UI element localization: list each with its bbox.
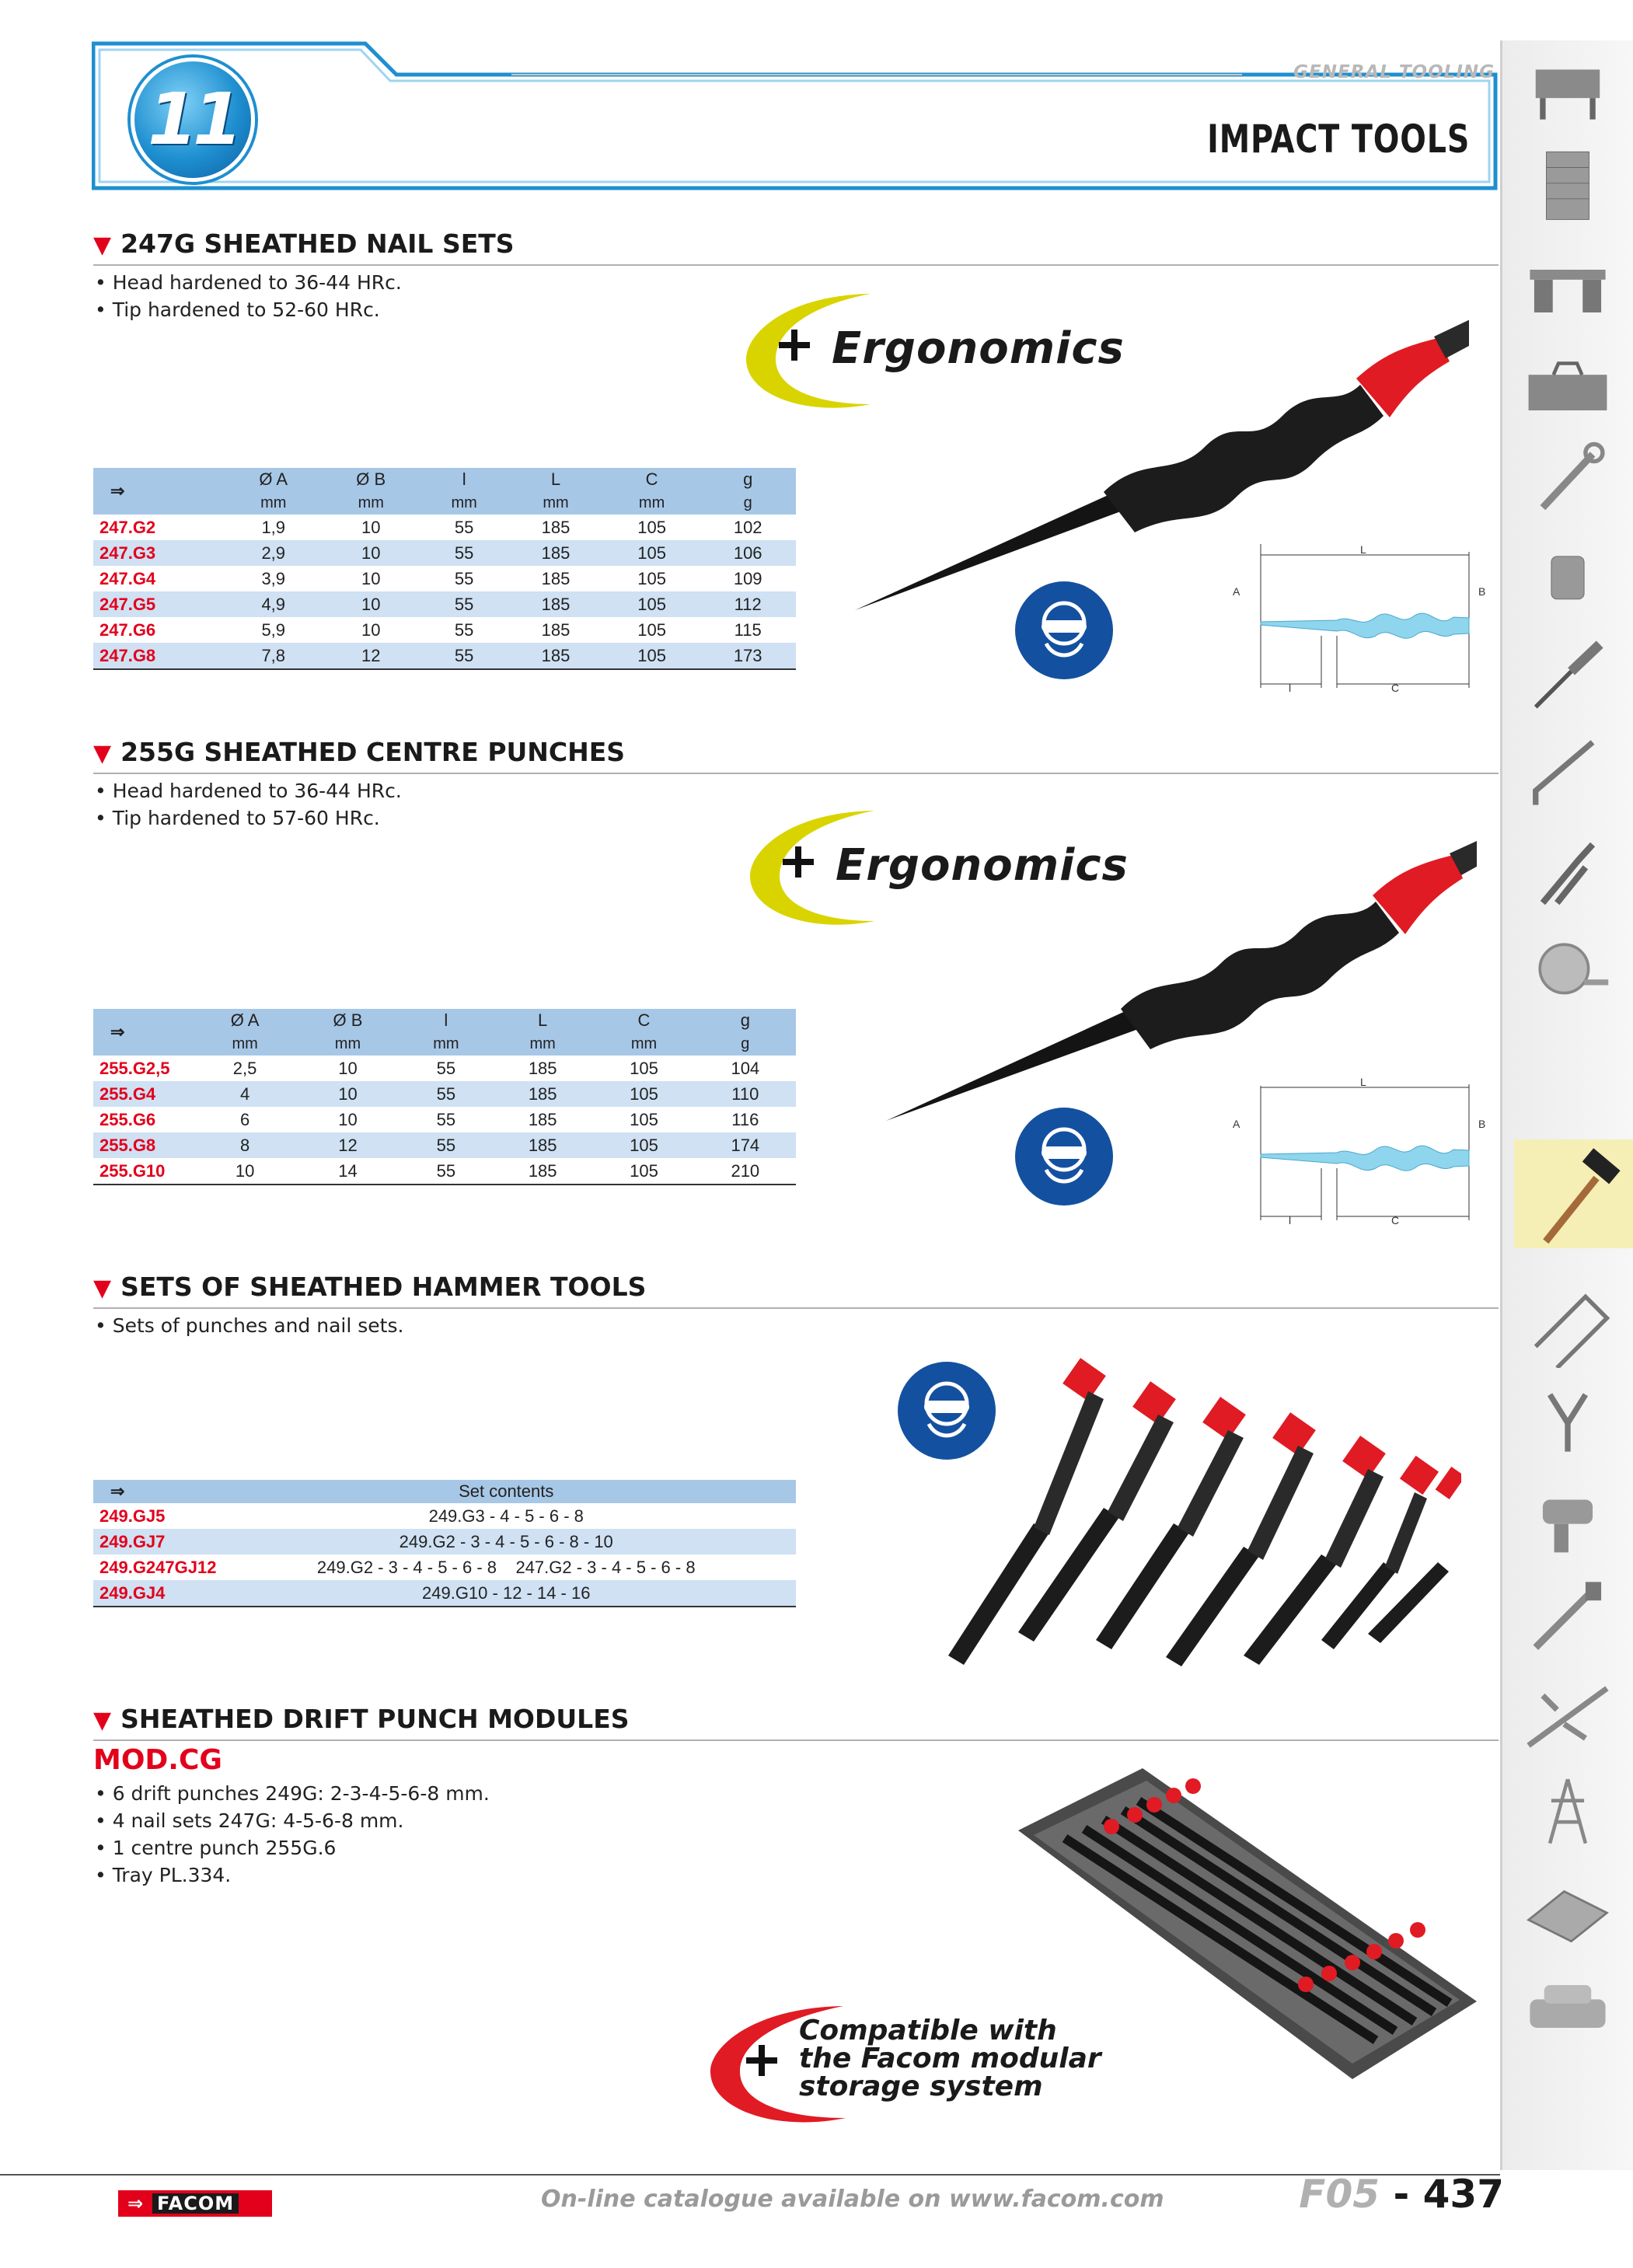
svg-text:A: A	[1233, 1118, 1240, 1130]
table-header: ⇒ Ø A Ø B l L C g	[93, 1009, 796, 1032]
svg-text:L: L	[1360, 1076, 1366, 1088]
storage-tray-icon[interactable]	[1509, 1870, 1626, 1956]
table-row: 249.G247GJ12 249.G2 - 3 - 4 - 5 - 6 - 8 247.G2 - 3 - 4 - 5 - 6 - 8	[99, 1557, 696, 1577]
electrical-tower-icon[interactable]	[1509, 1772, 1626, 1858]
nail-set-dimension-diagram	[1228, 544, 1492, 700]
ergonomics-label: Ergonomics	[832, 323, 1125, 374]
section-divider	[93, 1739, 1499, 1741]
table-row: 249.GJ4 249.G10 - 12 - 14 - 16	[93, 1580, 796, 1607]
table-row: 255.G8 8 12 55 185 105 174	[93, 1132, 796, 1158]
table-row: 247.G4 3,9 10 55 185 105 109	[99, 568, 762, 588]
centre-punches-features: • Head hardened to 36-44 HRc. • Tip hardened to 57-60 HRc.	[95, 777, 402, 832]
nail-sets-heading: ▼ 247G SHEATHED NAIL SETS	[93, 229, 515, 259]
page-number: F05 - 437	[1299, 2172, 1504, 2217]
hammer-sets-heading: ▼ SETS OF SHEATHED HAMMER TOOLS	[93, 1272, 647, 1302]
socket-icon[interactable]	[1509, 538, 1626, 623]
table-row: 255.G10 10 14 55 185 105 210	[93, 1158, 796, 1185]
svg-text:B: B	[1478, 585, 1486, 598]
puller-icon[interactable]	[1509, 1380, 1626, 1466]
table-units: mm mm mm mm mm g	[93, 491, 796, 515]
facom-logo: ⇒ FACOM	[118, 2190, 272, 2217]
table-units: mm mm mm mm mm g	[93, 1032, 796, 1055]
bench-icon[interactable]	[1509, 244, 1626, 330]
section-name: GENERAL TOOLING	[1293, 62, 1495, 82]
chapter-badge	[131, 58, 255, 182]
air-tool-icon[interactable]	[1509, 1478, 1626, 1564]
table-row: 249.GJ5 249.G3 - 4 - 5 - 6 - 8	[99, 1506, 584, 1526]
table-row: 255.G2,5 2,5 10 55 185 105 104	[99, 1058, 760, 1078]
footer-divider	[0, 2174, 1500, 2176]
pliers-icon[interactable]	[1509, 832, 1626, 917]
toolbox-icon[interactable]	[1509, 342, 1626, 427]
screwdriver-icon[interactable]	[1509, 636, 1626, 721]
section-marker-icon: ▼	[93, 1275, 112, 1302]
table-row: 247.G8 7,8 12 55 185 105 173	[93, 643, 796, 669]
section-divider	[93, 773, 1499, 774]
storage-compatibility-badge	[707, 2001, 1143, 2134]
safety-goggles-icon	[1015, 1108, 1113, 1206]
table-header: ⇒ Ø A Ø B l L C g	[93, 468, 796, 491]
svg-text:l: l	[1289, 1214, 1292, 1226]
nail-sets-table	[93, 468, 796, 670]
modules-heading: ▼ SHEATHED DRIFT PUNCH MODULES	[93, 1704, 630, 1734]
section-marker-icon: ▼	[93, 1707, 112, 1734]
tape-measure-icon[interactable]	[1509, 930, 1626, 1015]
svg-text:A: A	[1233, 585, 1240, 598]
chapter-number: 11	[147, 78, 239, 161]
pipe-wrench-icon[interactable]	[1509, 1576, 1626, 1662]
svg-text:l: l	[1289, 682, 1292, 694]
ergonomics-label: Ergonomics	[836, 840, 1129, 891]
table-header: ⇒ Set contents	[93, 1480, 796, 1503]
table-row: 255.G6 6 10 55 185 105 116	[99, 1109, 759, 1129]
section-marker-icon: ▼	[93, 740, 112, 767]
modules-features: • 6 drift punches 249G: 2-3-4-5-6-8 mm. • 4 nail sets 247G: 4-5-6-8 mm. • 1 centre punch 255G.6 • Tray PL.334.	[95, 1780, 490, 1889]
online-catalogue-note: On-line catalogue available on www.facom.com	[541, 2186, 1164, 2213]
hacksaw-icon[interactable]	[1509, 1282, 1626, 1368]
centre-punch-dimension-diagram	[1228, 1076, 1492, 1232]
section-divider	[93, 264, 1499, 266]
hammer-sets-table	[93, 1480, 796, 1607]
hammer-tool-set-photo	[902, 1352, 1461, 1694]
svg-text:C: C	[1391, 1214, 1400, 1226]
table-row: 255.G4 4 10 55 185 105 110	[93, 1081, 796, 1107]
hammer-sets-features: • Sets of punches and nail sets.	[95, 1312, 403, 1339]
facom-mark-icon: ⇒	[127, 2193, 144, 2214]
svg-text:B: B	[1478, 1118, 1486, 1130]
section-marker-icon: ▼	[93, 232, 112, 259]
section-divider	[93, 1307, 1499, 1309]
reference-icon: ⇒	[93, 468, 225, 515]
table-row: 247.G5 4,9 10 55 185 105 112	[93, 591, 796, 617]
svg-text:C: C	[1391, 682, 1400, 694]
hammer-icon[interactable]	[1514, 1139, 1633, 1248]
centre-punches-heading: ▼ 255G SHEATHED CENTRE PUNCHES	[93, 737, 626, 767]
reference-icon: ⇒	[93, 1480, 216, 1503]
compatibility-text: Compatible with the Facom modular storage system	[799, 2015, 1101, 2102]
safety-goggles-icon	[1015, 581, 1113, 679]
table-row: 247.G2 1,9 10 55 185 105 102	[99, 517, 762, 537]
wrench-icon[interactable]	[1509, 440, 1626, 525]
centre-punches-table	[93, 1009, 796, 1185]
aircraft-icon[interactable]	[1509, 1674, 1626, 1760]
table-row: 247.G3 2,9 10 55 185 105 106	[93, 540, 796, 566]
page-title: IMPACT TOOLS	[1206, 117, 1470, 162]
header-frame	[92, 40, 1499, 191]
table-row: 249.GJ7 249.G2 - 3 - 4 - 5 - 6 - 8 - 10	[93, 1529, 796, 1554]
hex-key-icon[interactable]	[1509, 734, 1626, 819]
reference-icon: ⇒	[93, 1009, 194, 1055]
workbench-icon[interactable]	[1509, 48, 1626, 134]
table-row: 247.G6 5,9 10 55 185 105 115	[99, 619, 762, 640]
module-code: MOD.CG	[93, 1744, 222, 1776]
svg-text:L: L	[1360, 544, 1366, 556]
tool-cabinet-icon[interactable]	[1509, 146, 1626, 232]
nail-sets-features: • Head hardened to 36-44 HRc. • Tip hardened to 52-60 HRc.	[95, 269, 402, 323]
car-icon[interactable]	[1509, 1968, 1626, 2053]
